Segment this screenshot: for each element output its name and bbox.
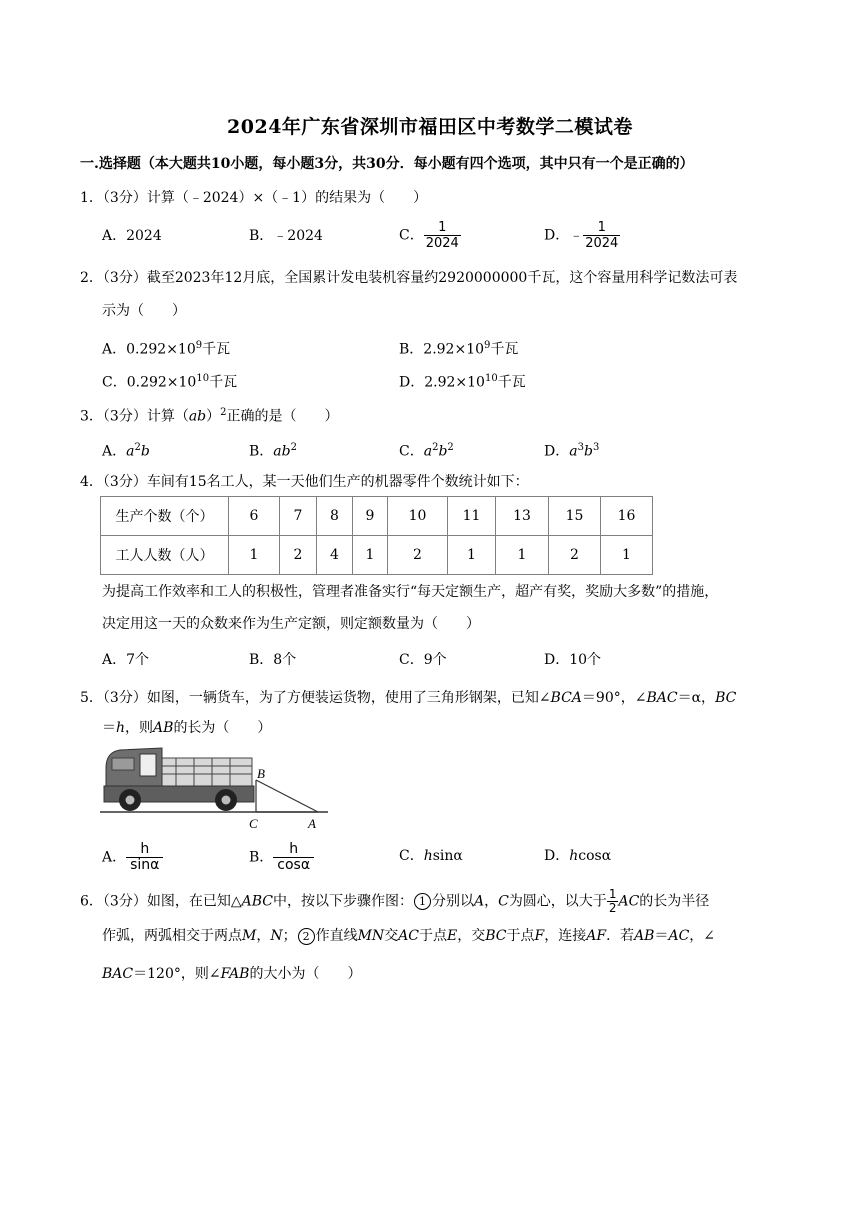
q4-option-b: B．8个 [249,652,297,668]
table-cell: 9 [353,497,388,536]
q3-stem [80,403,339,427]
table-cell: 7 [280,497,317,536]
table-cell: 1 [448,536,496,575]
page-title: 2024年广东省深圳市福田区中考数学二模试卷 [227,116,633,138]
variable: AC [618,893,640,910]
truck-cargo-bed [160,758,252,788]
negative-sign: ﹣ [569,227,584,244]
q3-option-c: C．$a^2b^2$ [399,442,454,460]
stem-text: ＝α， [677,690,716,706]
table-cell: 13 [496,497,549,536]
ramp-slope-ab [256,780,318,812]
unit: 千瓦 [490,341,519,358]
option-label: D． [544,848,570,864]
option-label: C． [399,848,424,864]
q6-half-fraction [607,888,619,915]
section-heading: 一.选择题（本大题共10小题，每小题3分，共30分．每小题有四个选项，其中只有一个是正确的） [80,156,694,172]
option-label: D． [544,443,570,460]
stem-text: ， [256,928,271,944]
q6-stem-line1 [80,888,709,915]
variable: ABC [241,893,273,910]
table-cell: 1 [353,536,388,575]
stem-text: ，连接 [544,928,587,944]
variable: h [116,720,126,736]
option-text: A．0.292×10 [102,341,196,358]
table-cell: 2 [280,536,317,575]
stem-text: 的长为半径 [639,893,710,910]
option-text: cosα [578,848,612,864]
q1-option-d-label: D． [544,227,570,244]
stem-text: 的长为（ ） [173,720,272,736]
variable: MN [357,928,385,944]
fraction-numerator: 1 [438,220,447,235]
fraction-numerator: 1 [597,220,606,235]
exponent: 2 [220,407,227,418]
variable: AB [153,720,174,736]
stem-text: ＝ [102,720,116,736]
variable: C [498,893,509,910]
q4-data-table [100,496,653,575]
exponent: 10 [196,373,210,384]
option-text: sinα [432,848,463,864]
variable: AF [586,928,607,944]
table-cell: 工人人数（人） [101,536,229,575]
q5-stem-line2 [102,718,271,738]
variable: h [423,848,433,864]
variable: F [534,928,545,944]
table-row [101,536,653,575]
table-cell: 生产个数（个） [101,497,229,536]
table-cell: 11 [448,497,496,536]
stem-text: 于点 [506,928,535,944]
q1-stem: 1．（3分）计算（﹣2024）×（﹣1）的结果为（ ） [80,190,428,206]
variable: BAC [102,966,134,982]
stem-text: ＝90°，∠ [581,690,647,706]
stem-text: 分别以 [431,893,474,910]
option-label: A． [102,849,127,866]
q4-option-c: C．9个 [399,652,447,668]
q3-option-d: D．$a^3b^3$ [544,442,600,460]
q5-option-a-fraction [126,842,163,873]
variable: BC [715,690,737,706]
q6-stem-line2 [102,926,715,946]
variable: A [473,893,485,910]
q2-stem-line2: 示为（ ） [102,303,186,319]
q4-option-d: D．10个 [544,652,602,668]
option-text: B．2.92×10 [399,341,485,358]
step-circle-1: 1 [414,893,431,910]
unit: 千瓦 [209,374,238,391]
fraction-denominator: 2 [608,901,617,915]
q5-stem-line1 [80,688,736,708]
q3-option-b: B．$ab^2$ [249,442,297,460]
q1-option-d [544,220,620,251]
table-cell: 4 [317,536,353,575]
q1-option-a: A．2024 [102,228,162,244]
variable: BC [485,928,507,944]
stem-text: 3．（3分）计算（ [80,408,189,425]
variable: h [569,848,579,864]
variable: AC [668,928,690,944]
stem-text: 的大小为（ ） [249,966,362,982]
fraction-numerator: h [289,841,299,857]
label-c: C [249,816,258,831]
exponent: 10 [484,373,498,384]
truck-window [140,754,156,776]
variable: M [242,928,257,944]
q3-option-a: A．$a^2b$ [102,442,150,460]
q5-option-c [399,846,463,866]
option-label: A． [102,443,127,460]
fraction-denominator: sinα [126,857,163,873]
stem-text: ，交 [457,928,486,944]
truck-ramp-figure [100,744,328,832]
stem-text: 于点 [419,928,448,944]
stem-text: ＝120°，则∠ [133,966,221,982]
q6-stem-line3 [102,964,361,984]
table-cell: 16 [601,497,653,536]
unit: 千瓦 [202,341,231,358]
stem-text: 正确的是（ ） [226,408,339,425]
option-text: D．2.92×10 [399,374,485,391]
option-text: C．0.292×10 [102,374,197,391]
stem-text: ＝ [654,928,669,944]
stem-text: 为圆心，以大于 [508,893,607,910]
table-cell: 6 [229,497,280,536]
variable: FAB [220,966,250,982]
fraction-denominator: 2024 [585,236,619,251]
stem-text: ， [484,893,499,910]
stem-text: 作直线 [315,928,358,944]
q1-option-d-fraction [583,220,620,251]
variable: ab [188,408,207,425]
q1-option-c-fraction [424,220,461,251]
q5-option-b-fraction [273,842,314,873]
exponent: 9 [195,340,203,351]
table-cell: 2 [388,536,448,575]
q4-stem: 4．（3分）车间有15名工人，某一天他们生产的机器零件个数统计如下： [80,474,529,490]
q5-option-a [102,842,163,873]
table-cell: 1 [496,536,549,575]
stem-text: ） [206,408,221,425]
option-label: C． [399,443,424,460]
exponent: 9 [484,340,491,351]
q4-stem-line3: 决定用这一天的众数来作为生产定额，则定额数量为（ ） [102,616,480,632]
variable: BAC [646,690,678,706]
fraction-denominator: cosα [273,857,314,873]
variable: N [270,928,283,944]
stem-text: ； [282,928,297,944]
stem-text: 6．（3分）如图，在已知△ [80,893,242,910]
variable: AC [398,928,420,944]
option-label: B． [249,443,274,460]
option-label: B． [249,849,274,866]
q1-option-b: B．﹣2024 [249,228,323,244]
table-cell: 15 [549,497,601,536]
table-cell: 10 [388,497,448,536]
q2-stem-line1: 2．（3分）截至2023年12月底，全国累计发电装机容量约2920000000千瓦，这个容量用科学记数法可表 [80,270,738,286]
variable: BCA [550,690,582,706]
table-cell: 1 [601,536,653,575]
stem-text: 中，按以下步骤作图： [272,893,413,910]
table-row [101,497,653,536]
unit: 千瓦 [497,374,526,391]
variable: AB [634,928,655,944]
q2-option-b [399,336,518,360]
q2-option-d [399,369,526,393]
q1-option-c-label: C． [399,227,424,244]
q2-option-a [102,336,230,360]
q5-option-b [249,842,314,873]
fraction-numerator: h [140,841,150,857]
q4-option-a: A．7个 [102,652,150,668]
table-cell: 1 [229,536,280,575]
stem-text: ，则 [125,720,154,736]
table-cell: 2 [549,536,601,575]
label-a: A [308,816,316,831]
variable: E [447,928,458,944]
fraction-denominator: 2024 [425,236,459,251]
q2-option-c [102,369,237,393]
fraction-numerator: 1 [608,887,617,901]
q5-option-d [544,846,611,866]
q4-stem-line2: 为提高工作效率和工人的积极性，管理者准备实行“每天定额生产，超产有奖，奖励大多数”的措施， [102,584,719,600]
stem-text: 交 [384,928,399,944]
stem-text: ，∠ [689,928,716,944]
stem-text: 作弧，两弧相交于两点 [102,928,242,944]
q1-option-c [399,220,461,251]
stem-text: ．若 [606,928,635,944]
stem-text: 5．（3分）如图，一辆货车，为了方便装运货物，使用了三角形钢架，已知∠ [80,690,551,706]
step-circle-2: 2 [298,928,315,945]
table-cell: 8 [317,497,353,536]
label-b: B [257,766,265,781]
